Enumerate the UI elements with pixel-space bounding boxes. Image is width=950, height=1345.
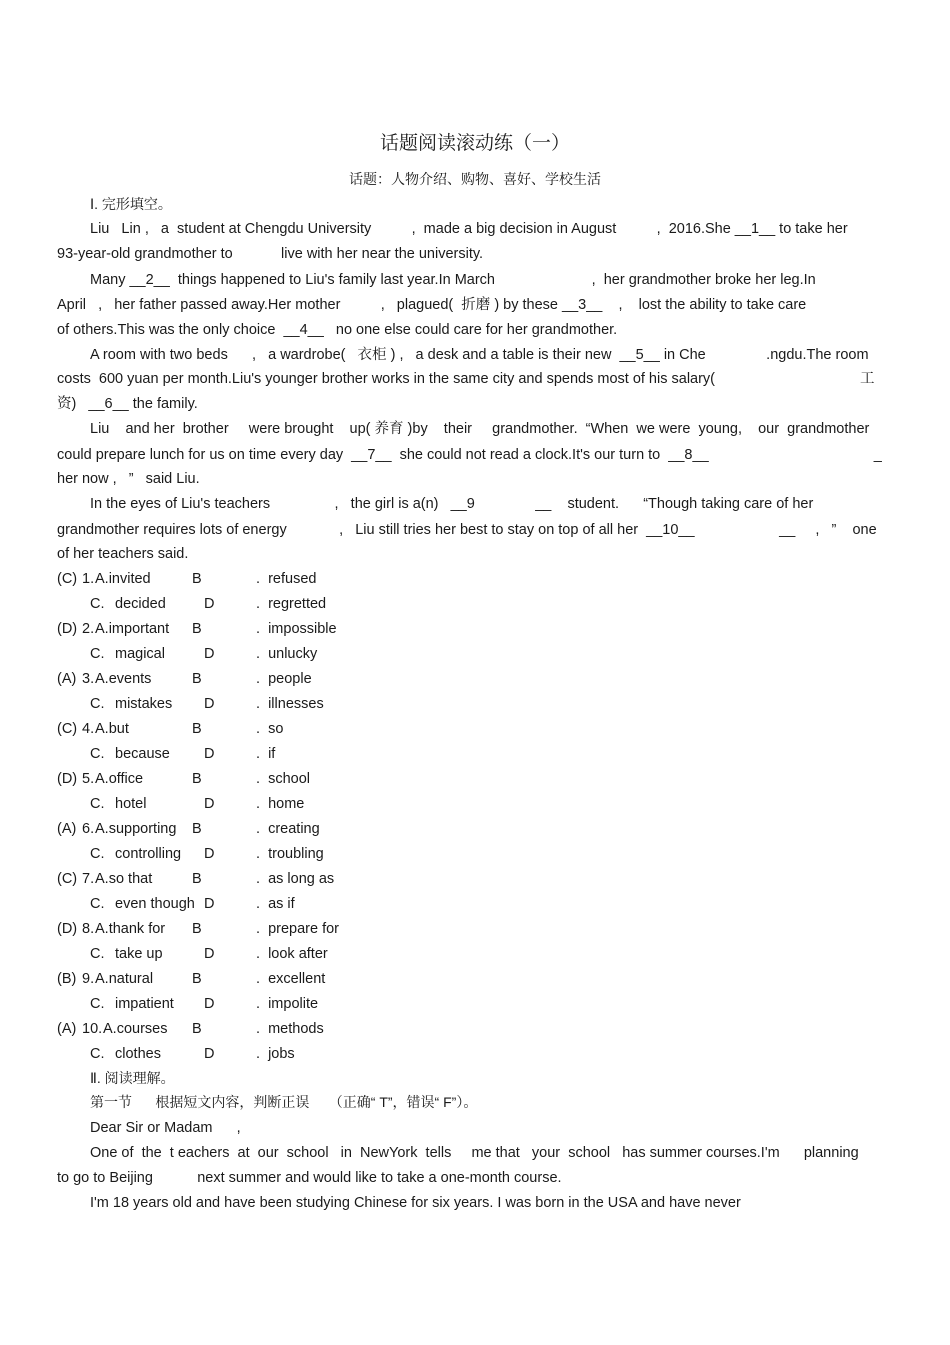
option-c-letter: C. xyxy=(90,596,105,612)
option-b: . excellent xyxy=(256,971,326,987)
question-answer: (A) xyxy=(57,821,77,837)
option-d-letter: D xyxy=(204,896,215,912)
letter-line: One of the t eachers at our school in NewYork tells me that your school has summer courses.I'm planning xyxy=(90,1145,859,1161)
letter-line: I'm 18 years old and have been studying Chinese for six years. I was born in the USA and have never xyxy=(90,1195,741,1211)
option-b-letter: B xyxy=(192,721,202,737)
option-b: . so xyxy=(256,721,284,737)
option-d: . troubling xyxy=(256,846,324,862)
option-c-letter: C. xyxy=(90,896,105,912)
option-c-letter: C. xyxy=(90,946,105,962)
option-a: A.supporting xyxy=(95,821,177,837)
option-a: A.invited xyxy=(95,571,151,587)
passage-line: 93-year-old grandmother to live with her near the university. xyxy=(57,246,484,262)
option-d-letter: D xyxy=(204,996,215,1012)
question-answer: (C) xyxy=(57,571,78,587)
passage-line: 资) __6__ the family. xyxy=(57,396,198,412)
page-title: 话题阅读滚动练（一） xyxy=(379,133,570,154)
option-c-letter: C. xyxy=(90,1046,105,1062)
option-d: . impolite xyxy=(256,996,319,1012)
option-b: . people xyxy=(256,671,312,687)
option-b: . as long as xyxy=(256,871,335,887)
question-answer: (D) xyxy=(57,771,78,787)
passage-line: April , her father passed away.Her mother , plagued( 折磨 ) by these __3__ , lost the ability to take care xyxy=(57,297,807,313)
question-answer: (B) xyxy=(57,971,77,987)
letter-line: Dear Sir or Madam , xyxy=(90,1120,241,1136)
question-number: 5. xyxy=(82,771,95,787)
option-d: . home xyxy=(256,796,305,812)
option-d-letter: D xyxy=(204,846,215,862)
passage-line: Many __2__ things happened to Liu's family last year.In March , her grandmother broke her leg.In xyxy=(90,272,816,288)
option-c: hotel xyxy=(115,796,147,812)
question-number: 1. xyxy=(82,571,95,587)
option-b-letter: B xyxy=(192,771,202,787)
page-subtitle: 话题：人物介绍、购物、喜好、学校生活 xyxy=(349,171,601,187)
option-c-letter: C. xyxy=(90,646,105,662)
option-c: even though xyxy=(115,896,195,912)
option-c-letter: C. xyxy=(90,796,105,812)
question-answer: (C) xyxy=(57,721,78,737)
option-d-letter: D xyxy=(204,596,215,612)
option-b-letter: B xyxy=(192,871,202,887)
question-answer: (C) xyxy=(57,871,78,887)
option-d: . regretted xyxy=(256,596,327,612)
option-c: controlling xyxy=(115,846,182,862)
option-d: . as if xyxy=(256,896,295,912)
option-a: A.courses xyxy=(103,1021,168,1037)
question-answer: (D) xyxy=(57,921,78,937)
question-number: 6. xyxy=(82,821,95,837)
question-answer: (A) xyxy=(57,671,77,687)
option-c-letter: C. xyxy=(90,846,105,862)
question-number: 10. xyxy=(82,1021,103,1037)
option-a: A.natural xyxy=(95,971,154,987)
option-b: . refused xyxy=(256,571,317,587)
option-c: magical xyxy=(115,646,165,662)
passage-line: could prepare lunch for us on time every day __7__ she could not read a clock.It's our turn to __8__ _ xyxy=(57,447,882,463)
option-b-letter: B xyxy=(192,971,202,987)
option-c: mistakes xyxy=(115,696,173,712)
passage-line: Liu and her brother were brought up( 养育 )by their grandmother. “When we were young, our grandmother xyxy=(90,421,870,437)
option-c: decided xyxy=(115,596,166,612)
option-c-letter: C. xyxy=(90,996,105,1012)
option-d: . if xyxy=(256,746,276,762)
question-number: 8. xyxy=(82,921,95,937)
option-d: . jobs xyxy=(256,1046,295,1062)
option-a: A.but xyxy=(95,721,129,737)
option-b-letter: B xyxy=(192,1021,202,1037)
question-number: 2. xyxy=(82,621,95,637)
passage-line: of others.This was the only choice __4__ no one else could care for her grandmother. xyxy=(57,322,618,338)
option-d: . look after xyxy=(256,946,328,962)
passage-line: Liu Lin , a student at Chengdu University , made a big decision in August , 2016.She __1__ to take her xyxy=(90,221,848,237)
option-b-letter: B xyxy=(192,621,202,637)
option-b: . creating xyxy=(256,821,320,837)
option-b-letter: B xyxy=(192,821,202,837)
option-d-letter: D xyxy=(204,946,215,962)
option-b-letter: B xyxy=(192,571,202,587)
option-b: . school xyxy=(256,771,310,787)
option-c: impatient xyxy=(115,996,174,1012)
option-c: clothes xyxy=(115,1046,161,1062)
question-answer: (A) xyxy=(57,1021,77,1037)
option-d-letter: D xyxy=(204,796,215,812)
option-b-letter: B xyxy=(192,671,202,687)
option-c-letter: C. xyxy=(90,696,105,712)
option-c-letter: C. xyxy=(90,746,105,762)
passage-line: A room with two beds , a wardrobe( 衣柜 ) , a desk and a table is their new __5__ in Che .ngdu.The room xyxy=(90,347,869,363)
option-b: . impossible xyxy=(256,621,337,637)
option-a: A.so that xyxy=(95,871,153,887)
option-a: A.thank for xyxy=(95,921,166,937)
section1-heading: Ⅰ. 完形填空。 xyxy=(90,196,172,212)
question-answer: (D) xyxy=(57,621,78,637)
option-b: . methods xyxy=(256,1021,324,1037)
section2-heading: Ⅱ. 阅读理解。 xyxy=(90,1070,175,1086)
passage-line: her now , ” said Liu. xyxy=(57,471,200,487)
option-d-letter: D xyxy=(204,646,215,662)
option-a: A.important xyxy=(95,621,170,637)
passage-line: In the eyes of Liu's teachers , the girl is a(n) __9 __ student. “Though taking care of her xyxy=(90,496,814,512)
option-d: . unlucky xyxy=(256,646,318,662)
question-number: 3. xyxy=(82,671,95,687)
question-number: 9. xyxy=(82,971,95,987)
option-d-letter: D xyxy=(204,696,215,712)
option-b-letter: B xyxy=(192,921,202,937)
option-d: . illnesses xyxy=(256,696,324,712)
letter-line: to go to Beijing next summer and would like to take a one-month course. xyxy=(57,1170,562,1186)
option-d-letter: D xyxy=(204,1046,215,1062)
option-c: take up xyxy=(115,946,163,962)
question-number: 4. xyxy=(82,721,95,737)
option-c: because xyxy=(115,746,170,762)
option-d-letter: D xyxy=(204,746,215,762)
passage-line: costs 600 yuan per month.Liu's younger brother works in the same city and spends most of his salary( 工 xyxy=(57,371,875,387)
option-b: . prepare for xyxy=(256,921,340,937)
question-number: 7. xyxy=(82,871,95,887)
passage-line: of her teachers said. xyxy=(57,546,189,562)
option-a: A.events xyxy=(95,671,152,687)
passage-line: grandmother requires lots of energy , Liu still tries her best to stay on top of all her __10__ __ , ” one xyxy=(57,522,877,538)
section2-part-instruction: 第一节 根据短文内容，判断正误 （正确“ T”，错误“ F”）。 xyxy=(90,1094,478,1110)
option-a: A.office xyxy=(95,771,144,787)
